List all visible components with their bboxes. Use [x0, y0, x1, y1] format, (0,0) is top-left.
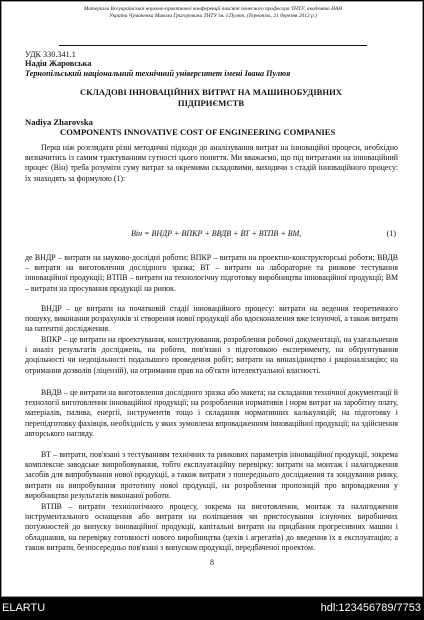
header-line-1: Матеріали Всеукраїнської науково-практичної конференції пам'яті почесного професора ТНТУ, академіка НАН	[83, 6, 343, 12]
page-number: 8	[210, 558, 214, 567]
handle-identifier: hdl:123456789/7753	[320, 602, 421, 614]
paragraph-vtpv: ВТПВ – витрати технологічного процесу, зокрема на виготовлення, монтаж та налагодження інструментального оснащення або витрати на поліпшення чи пристосування існуючих виробничих потужностей до випуску інноваційної продукції, капітальні витрати на придбання прогресивних машин і обладнання, на перевірку готовності нового виробництва (цехів і агрегатів) до введення їх в експлуатацію; а також витрати, безпосередньо пов'язані з випуском продукції, передбаченої проектом.	[25, 502, 398, 552]
formula-number: (1)	[386, 229, 396, 238]
formula-expression: Він = ВНДР + ВПКР + ВВДВ + ВТ + ВТПВ + ВМ,	[131, 229, 302, 238]
article-title-en: COMPONENTS INNOVATIVE COST OF ENGINEERING COMPANIES	[60, 127, 336, 137]
paragraph-vvdv: ВВДВ – це витрати на виготовлення дослідного зразка або макета; на складання технічної документації й технології виготовлення інноваційної продукції; на розроблення нормативів і норм витрат на заробітну плату, матеріалів, палива, енергії, інструментів тощо і складання нормативних калькуляцій; на підготовку і перепідготовку фахівців, необхідність у яких зумовлена впровадженням інноваційної продукції; на здійснення авторського нагляду.	[25, 388, 398, 438]
viewer-footer-bar	[0, 598, 424, 620]
author-name-en: Nadiya Zharovska	[25, 117, 93, 127]
header-rule	[59, 45, 367, 46]
document-page	[1, 1, 423, 597]
paragraph-vndr: ВНДР – це витрати на початковій стадії інноваційного процесу: витрати на ведення теоретичного пошуку, виконання розрахунків зі створення нової продукції або вдосконалення вже існуючої, а також витрати на патентні дослідження.	[25, 304, 398, 334]
author-affiliation: Тернопільський національний технічний університет імені Івана Пулюя	[25, 69, 291, 78]
author-name-ua: Надія Жаровська	[25, 59, 92, 68]
paragraph-intro: Перш ніж розглядати різні методичні підходи до аналізування витрат на інноваційні процеси, необхідно визначитись із самим трактуванням сутності цього поняття. Ми вважаємо, що під витратами на інноваційний процес (Він) треба розуміти суму витрат за окремими складовими, виходячи з стадій інноваційного процесу: їх знаходять за формулою (1):	[25, 143, 398, 183]
repository-label: ELARTU	[2, 602, 46, 614]
header-line-2: України Чумаченка Миколи Григоровича ТНТУ ім. І.Пулюя, (Тернопіль, 21 березня 2012 р.)	[109, 12, 317, 19]
paragraph-vpkr: ВПКР – це витрати на проектування, конструювання, розроблення робочої документації, на узагальнення і аналіз результатів досліджень, на роботи, пов'язані з підготовкою експерименту, на обґрунтування доцільності чи недоцільності подальшого проведення робіт; витрати на винахідництво і раціоналізацію; на отримання дозволів (ліцензій), на отримання прав на об'єкти інтелектуальної власності.	[25, 335, 398, 375]
paragraph-definitions: де ВНДР – витрати на науково-дослідні роботи; ВПКР – витрати на проектно-конструкторські роботи; ВВДВ – витрати на виготовлення дослідного зразка; ВТ – витрати на лабораторне та ринкове тестування інноваційної продукції; ВТПВ – витрати на технологічну підготовку виробництва інноваційної продукції; ВМ – витрати на просування продукції на ринок.	[25, 253, 398, 293]
article-title-ua: СКЛАДОВІ ІННОВАЦІЙНИХ ВИТРАТ НА МАШИНОБУДІВНИХ ПІДПРИЄМСТВ	[80, 87, 342, 108]
formula-1	[25, 229, 398, 241]
paragraph-vt: ВТ – витрати, пов'язані з тестуванням технічних та ринкових параметрів інноваційної продукції, зокрема комплексне заводське випробовування, тобто експлуатаційну перевірку: витрати на монтаж і налагодження засобів для випробування нової продукції, а також витрати з попереднього дослідження та зондування ринку, витрати на випробування прототипу нової продукції, на розроблення пропозицій про впровадження у виробництво результатів виконаної роботи.	[25, 450, 398, 500]
running-header	[60, 6, 366, 20]
udc-code: УДК 330.341.1	[25, 50, 76, 59]
